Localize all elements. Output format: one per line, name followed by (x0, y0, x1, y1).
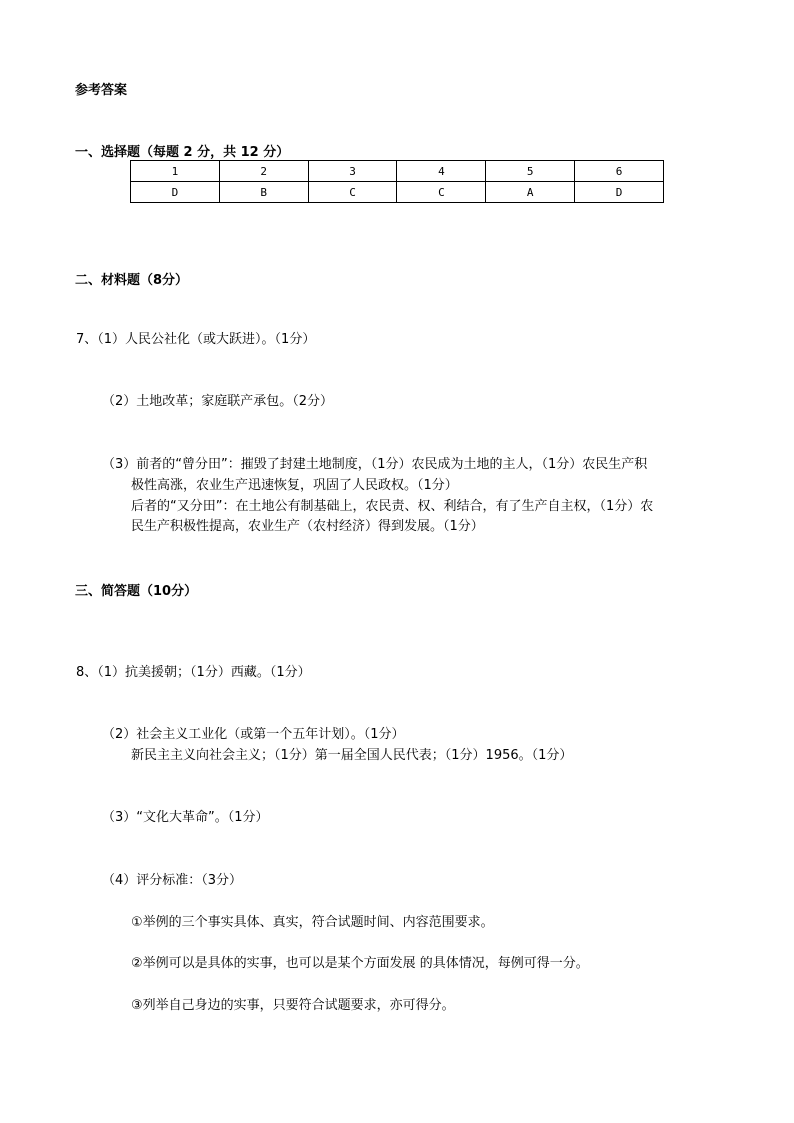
answer-7-2: （2）土地改革；家庭联产承包。（2分） (102, 394, 334, 409)
criteria-item: ③列举自己身边的实事，只要符合试题要求，亦可得分。 (131, 998, 455, 1013)
answer-8-2-line2: 新民主主义向社会主义；（1分）第一届全国人民代表；（1分）1956。（1分） (131, 748, 573, 763)
table-cell: 5 (486, 161, 575, 182)
table-cell: C (397, 182, 486, 203)
table-cell: B (219, 182, 308, 203)
page-title: 参考答案 (75, 83, 128, 98)
answer-7-1: 7、（1）人民公社化（或大跃进）。（1分） (76, 332, 316, 347)
answer-8-3: （3）“文化大革命”。（1分） (102, 810, 269, 825)
table-cell: 3 (308, 161, 397, 182)
section-heading-short-answer: 三、简答题（10分） (75, 584, 198, 599)
table-cell: 1 (131, 161, 220, 182)
section-heading-material: 二、材料题（8分） (75, 273, 189, 288)
table-cell: 2 (219, 161, 308, 182)
section-heading-choice: 一、选择题（每题 2 分，共 12 分） (75, 145, 290, 160)
table-cell: C (308, 182, 397, 203)
table-row-answers (131, 182, 664, 203)
table-cell: D (575, 182, 664, 203)
criteria-item: ②举例可以是具体的实事，也可以是某个方面发展 的具体情况，每例可得一分。 (131, 956, 589, 971)
answer-7-3-line1: （3）前者的“曾分田”：摧毁了封建土地制度，（1分）农民成为土地的主人，（1分）农民生产积 (102, 457, 648, 472)
answer-7-3-line2: 极性高涨，农业生产迅速恢复，巩固了人民政权。（1分） (131, 478, 458, 493)
table-cell: A (486, 182, 575, 203)
table-row-question-numbers (131, 161, 664, 182)
answer-8-2-line1: （2）社会主义工业化（或第一个五年计划）。（1分） (102, 727, 405, 742)
table-cell: D (131, 182, 220, 203)
criteria-item: ①举例的三个事实具体、真实，符合试题时间、内容范围要求。 (131, 915, 494, 930)
answer-7-3-line4: 民生产积极性提高，农业生产（农村经济）得到发展。（1分） (131, 519, 484, 534)
answer-8-4: （4）评分标准：（3分） (102, 873, 243, 888)
answer-table (130, 160, 664, 203)
table-cell: 6 (575, 161, 664, 182)
answer-7-3-line3: 后者的“又分田”：在土地公有制基础上，农民责、权、利结合，有了生产自主权，（1分）农 (131, 499, 654, 514)
table-cell: 4 (397, 161, 486, 182)
answer-8-1: 8、（1）抗美援朝；（1分）西藏。（1分） (76, 665, 311, 680)
